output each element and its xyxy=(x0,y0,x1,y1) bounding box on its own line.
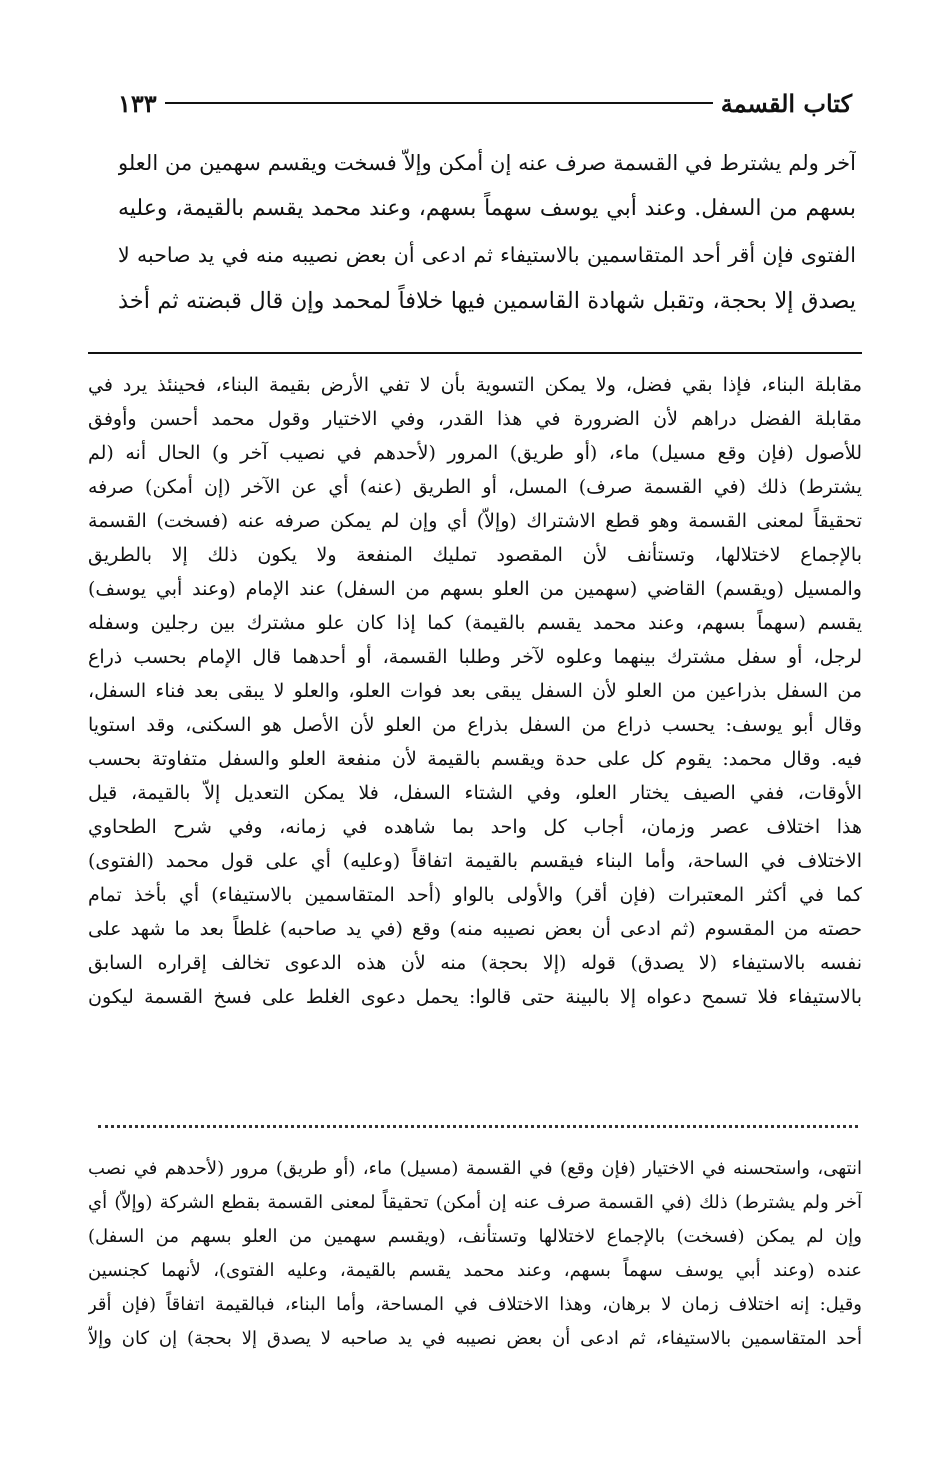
commentary-line: نفسه بالاستيفاء (لا يصدق) قوله (إلا بحجة) منه لأن هذه الدعوى تخالف إقراره السابق xyxy=(88,952,862,974)
header-rule xyxy=(165,102,713,104)
commentary-line: لرجل، أو سفل مشترك بينهما وعلوه لآخر وطلبا القسمة، أو أحدهما قال الإمام بحسب ذراع xyxy=(88,646,862,668)
commentary-line: الأوقات، ففي الصيف يختار العلو، وفي الشتاء السفل، فلا يمكن التعديل إلاّ بالقيمة، قيل xyxy=(88,782,862,804)
commentary-line: تحقيقاً لمعنى القسمة وهو قطع الاشتراك (وإلاّ) أي وإن لم يمكن صرفه عنه (فسخت) القسمة xyxy=(88,510,862,532)
commentary-line: حصته من المقسوم (ثم ادعى أن بعض نصيبه منه) وقع (في يد صاحبه) غلطاً بعد ما شهد على xyxy=(88,918,862,940)
main-line: الفتوى فإن أقر أحد المتقاسمين بالاستيفاء ثم ادعى أن بعض نصيبه منه في يد صاحبه لا xyxy=(118,243,856,267)
commentary-line: للأصول (فإن وقع مسيل) ماء، (أو طريق) المرور (لأحدهم في نصيب آخر و) الحال أنه (لم xyxy=(88,442,862,464)
commentary-line: يشترط) ذلك (في القسمة صرف) المسل، أو الطريق (عنه) أي عن الآخر (إن أمكن) صرفه xyxy=(88,476,862,498)
page-number: ١٣٣ xyxy=(118,88,157,118)
running-header xyxy=(118,86,852,120)
main-separator-rule xyxy=(88,352,862,354)
commentary-line: هذا اختلاف عصر وزمان، أجاب كل واحد بما شاهده في زمانه، وفي شرح الطحاوي xyxy=(88,816,862,838)
commentary-line: والمسيل (ويقسم) القاضي (سهمين من العلو بسهم من السفل) عند الإمام (وعند أبي يوسف) xyxy=(88,578,862,600)
footnote-separator-dots xyxy=(98,1125,858,1128)
footnote-text xyxy=(88,1152,862,1356)
footnote-line: آخر ولم يشترط) ذلك (في القسمة صرف عنه إن أمكن) تحقيقاً لمعنى القسمة بقطع الشركة (وإلاّ) أي xyxy=(88,1192,862,1213)
footnote-line: عنده (وعند أبي يوسف سهماً بسهم، وعند محمد يقسم بالقيمة، وعليه الفتوى)، لأنهما كجنسين xyxy=(88,1260,862,1281)
commentary-line: بالإجماع لاختلالها، وتستأنف لأن المقصود تمليك المنفعة ولا يكون ذلك إلا بالطريق xyxy=(88,544,862,566)
commentary-line: الاختلاف في الساحة، وأما البناء فيقسم بالقيمة اتفاقاً (وعليه) أي على قول محمد (الفتوى) xyxy=(88,850,862,872)
commentary-line: من السفل بذراعين من العلو لأن السفل يبقى بعد فوات العلو، والعلو لا يبقى بعد فناء السفل، xyxy=(88,680,862,702)
commentary-line: فيه. وقال محمد: يقوم كل على حدة ويقسم بالقيمة لأن منفعة العلو والسفل متفاوتة بحسب xyxy=(88,748,862,770)
main-line: يصدق إلا بحجة، وتقبل شهادة القاسمين فيها خلافاً لمحمد وإن قال قبضته ثم أخذ xyxy=(118,288,856,314)
commentary-line: كما في أكثر المعتبرات (فإن أقر) والأولى بالواو (أحد المتقاسمين بالاستيفاء) أي بأخذ تمام xyxy=(88,884,862,906)
main-line: بسهم من السفل. وعند أبي يوسف سهماً بسهم، وعند محمد يقسم بالقيمة، وعليه xyxy=(118,196,856,221)
commentary-line: مقابلة الفضل دراهم لأن الضرورة في هذا القدر، وفي الاختيار وقول محمد أحسن وأوفق xyxy=(88,408,862,430)
commentary-line: يقسم (سهماً بسهم، وعند محمد يقسم بالقيمة) كما إذا كان علو مشترك بين رجلين وسفله xyxy=(88,612,862,634)
footnote-line: انتهى، واستحسنه في الاختيار (فإن وقع) في القسمة (مسيل) ماء، (أو طريق) مرور (لأحدهم في نصب xyxy=(88,1158,862,1179)
footnote-line: وإن لم يمكن (فسخت) بالإجماع لاختلالها وتستأنف، (ويقسم سهمين من العلو بسهم من السفل) xyxy=(88,1226,862,1247)
commentary-line: وقال أبو يوسف: يحسب ذراع من السفل بذراع من العلو لأن الأصل هو السكنى، وقد استويا xyxy=(88,714,862,736)
main-line: آخر ولم يشترط في القسمة صرف عنه إن أمكن وإلاّ فسخت ويقسم سهمين من العلو xyxy=(118,151,856,175)
main-text xyxy=(118,140,856,324)
chapter-title: كتاب القسمة xyxy=(720,88,852,118)
footnote-line: أحد المتقاسمين بالاستيفاء، ثم ادعى أن بعض نصيبه في يد صاحبه لا يصدق إلا بحجة) إن كان وإلاّ xyxy=(88,1328,862,1349)
footnote-line: وقيل: إنه اختلاف زمان لا برهان، وهذا الاختلاف في المساحة، وأما البناء، فبالقيمة اتفاقاً (فإن أقر xyxy=(88,1294,862,1315)
commentary-line: بالاستيفاء فلا تسمح دعواه إلا بالبينة حتى قالوا: يحمل دعوى الغلط على فسخ القسمة ليكون xyxy=(88,986,862,1008)
commentary-line: مقابلة البناء، فإذا بقي فضل، ولا يمكن التسوية بأن لا تفي الأرض بقيمة البناء، فحينئذ يرد في xyxy=(88,374,862,396)
commentary-text xyxy=(88,368,862,1014)
